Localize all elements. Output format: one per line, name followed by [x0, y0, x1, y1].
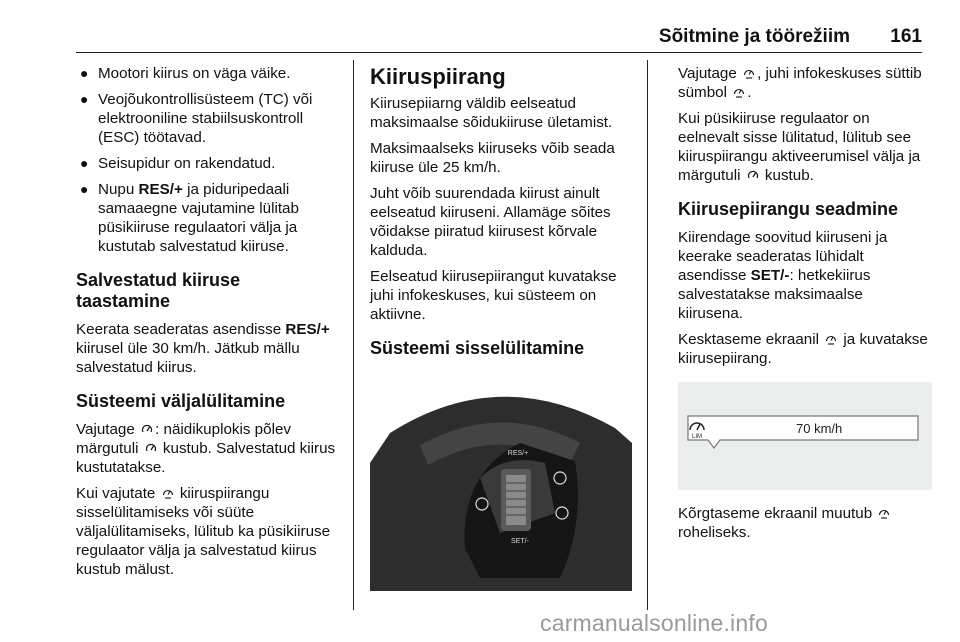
- paragraph: Kiirendage soovitud kiiruseni ja keerake seaderatas lühidalt asendisse SET/-: hetkekiirus salvestatakse maksimaalse kiirusena.: [678, 229, 888, 322]
- res-label: RES/+: [507, 450, 529, 457]
- lim-label: LIM: [692, 434, 703, 440]
- speed-limiter-icon: [878, 507, 890, 519]
- paragraph: Kesktaseme ekraanil ja kuvatakse kiirusepiirang.: [678, 331, 928, 367]
- heading-restore-speed: Salvestatud kiiruse taastamine: [76, 270, 241, 311]
- paragraph: Eelseatud kiirusepiirangut kuvatakse juhi infokeskuses, kui süsteem on aktiivne.: [370, 268, 617, 323]
- column-3: [678, 64, 932, 549]
- watermark: carmanualsonline.info: [540, 610, 768, 636]
- header-rule: [76, 52, 922, 53]
- display-illustration: [678, 382, 932, 490]
- speed-limiter-icon: [733, 86, 745, 98]
- column-divider: [353, 60, 354, 610]
- paragraph: Keerata seaderatas asendisse RES/+ kiirusel üle 30 km/h. Jätkub mällu salvestatud kiirus.: [76, 321, 330, 376]
- heading-set-limit: Kiirusepiirangu seadmine: [678, 199, 899, 219]
- running-title: Sõitmine ja töörežiim: [658, 26, 850, 47]
- speed-limiter-icon: [825, 333, 837, 345]
- paragraph: Kui püsikiiruse regulaator on eelnevalt sisse lülitatud, lülitub see kiiruspiirangu aktiveerumisel välja ja: [678, 110, 921, 165]
- paragraph: Vajutage , juhi infokeskuses süttib sümbol .: [678, 65, 922, 101]
- list-item: ● Veojõukontrollisüsteem (TC) või elektrooniline stabiilsuskontroll (ESC) töötavad.: [80, 91, 313, 146]
- speed-limiter-icon: [743, 67, 755, 79]
- speed-value: 70 km/h: [796, 421, 843, 436]
- heading-system-on: Süsteemi sisselülitamine: [370, 338, 585, 358]
- steering-wheel-illustration: [370, 373, 632, 591]
- column-divider: [647, 60, 648, 610]
- list-item: ● Seisupidur on rakendatud.: [80, 155, 276, 172]
- column-1: [76, 64, 338, 586]
- list-item: ● Nupu RES/+ ja piduripedaali samaaegne vajutamine lülitab püsikiiruse regulaatori välja ja kustutab salvestatud kiiruse.: [80, 181, 299, 255]
- heading-speed-limiter: Kiiruspiirang: [370, 64, 506, 89]
- paragraph: Maksimaalseks kiiruseks võib seada kiiruse üle 25 km/h.: [370, 140, 615, 176]
- cruise-control-icon: [747, 169, 759, 181]
- column-2: [370, 64, 632, 591]
- paragraph: märgutuli kustub.: [678, 167, 814, 184]
- page-number: 161: [890, 26, 922, 47]
- paragraph: Kõrgtaseme ekraanil muutub roheliseks.: [678, 504, 932, 542]
- paragraph: Vajutage : näidikuplokis põlev märgutuli kustub. Salvestatud kiirus kustutatakse.: [76, 421, 336, 476]
- page-header: [0, 0, 960, 58]
- speed-limiter-icon: [162, 487, 174, 499]
- condition-list: [76, 64, 338, 256]
- paragraph: Kiirusepiiarng väldib eelseatud maksimaalse sõidukiiruse ületamist.: [370, 95, 613, 131]
- heading-system-off: Süsteemi väljalülitamine: [76, 391, 286, 411]
- list-item: ● Mootori kiirus on väga väike.: [80, 65, 291, 82]
- paragraph: Juht võib suurendada kiirust ainult eelseatud kiiruseni. Allamäge sõites võidakse piiratud kiirusest kõrvale kalduda.: [370, 185, 611, 259]
- paragraph: Kui vajutate kiiruspiirangu sisselülitamiseks või süüte väljalülitamiseks, lülitub ka püsikiiruse regulaator välja ja salvestatud kiirus kustub mälust.: [76, 485, 331, 578]
- set-label: SET/-: [511, 538, 529, 545]
- cruise-control-icon: [145, 442, 157, 454]
- cruise-control-icon: [141, 423, 153, 435]
